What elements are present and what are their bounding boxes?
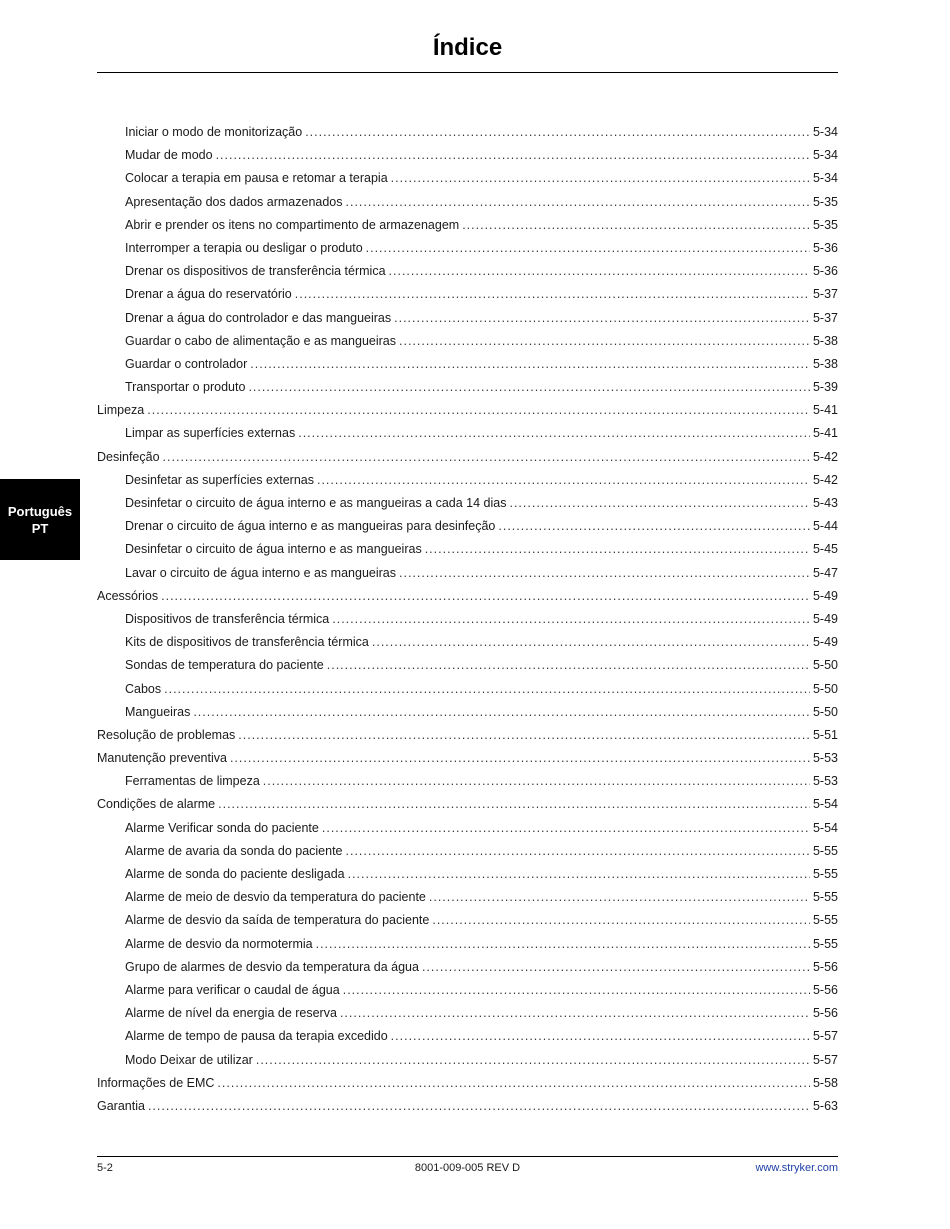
toc-page-number: 5-55: [812, 867, 838, 881]
toc-entry-title: Drenar a água do controlador e das mangueiras: [125, 310, 392, 325]
toc-entry[interactable]: [97, 446, 838, 469]
toc-entry-title: Desinfetar o circuito de água interno e as mangueiras: [125, 542, 422, 557]
toc-entry[interactable]: [97, 747, 838, 770]
toc-page-number: 5-42: [812, 472, 838, 487]
toc-dot-leader: [498, 515, 810, 538]
toc-page-number: 5-47: [812, 565, 838, 580]
header-divider: [97, 72, 838, 73]
toc-subentry[interactable]: [97, 144, 838, 167]
toc-dot-leader: [348, 863, 810, 886]
toc-page-number: 5-50: [812, 658, 838, 673]
toc-subentry[interactable]: [97, 1049, 838, 1072]
toc-page-number: 5-56: [812, 1006, 838, 1021]
toc-page-number: 5-34: [812, 171, 838, 186]
footer-divider: [97, 1156, 838, 1157]
page-title: Índice: [432, 34, 503, 61]
toc-page-number: 5-55: [812, 890, 838, 905]
toc-page-number: 5-45: [812, 542, 838, 557]
toc-entry-title: Alarme de tempo de pausa da terapia excedido: [125, 1029, 388, 1044]
toc-subentry[interactable]: [97, 979, 838, 1002]
toc-dot-leader: [216, 144, 810, 167]
toc-dot-leader: [372, 631, 810, 654]
toc-subentry[interactable]: [97, 840, 838, 863]
toc-dot-leader: [432, 909, 810, 932]
toc-page-number: 5-43: [812, 496, 838, 510]
toc-page-number: 5-50: [812, 704, 838, 719]
toc-entry[interactable]: [97, 724, 838, 747]
toc-entry-title: Ferramentas de limpeza: [125, 774, 260, 789]
toc-entry-title: Drenar os dispositivos de transferência térmica: [125, 264, 386, 279]
toc-page-number: 5-41: [812, 426, 838, 441]
toc-page-number: 5-41: [812, 403, 838, 418]
toc-dot-leader: [295, 283, 810, 306]
toc-entry-title: Alarme de nível da energia de reserva: [125, 1006, 337, 1021]
toc-page-number: 5-53: [812, 751, 838, 766]
toc-subentry[interactable]: [97, 260, 838, 283]
footer-document-id: 8001-009-005 REV D: [414, 1162, 521, 1174]
toc-entry-title: Mangueiras: [125, 704, 191, 719]
toc-entry-title: Kits de dispositivos de transferência térmica: [125, 635, 369, 650]
toc-dot-leader: [389, 260, 810, 283]
toc-dot-leader: [218, 793, 810, 816]
toc-page-number: 5-49: [812, 611, 838, 626]
toc-dot-leader: [399, 330, 810, 353]
toc-entry[interactable]: [97, 1072, 838, 1095]
toc-subentry[interactable]: [97, 353, 838, 376]
toc-entry-title: Colocar a terapia em pausa e retomar a terapia: [125, 171, 388, 186]
toc-entry-title: Desinfeção: [97, 449, 160, 464]
toc-subentry[interactable]: [97, 886, 838, 909]
toc-dot-leader: [346, 191, 810, 214]
toc-subentry[interactable]: [97, 678, 838, 701]
toc-subentry[interactable]: [97, 492, 838, 515]
toc-subentry[interactable]: [97, 817, 838, 840]
toc-page-number: 5-39: [812, 380, 838, 395]
toc-page-number: 5-56: [812, 959, 838, 974]
toc-entry-title: Iniciar o modo de monitorização: [125, 125, 303, 139]
toc-dot-leader: [322, 817, 810, 840]
toc-subentry[interactable]: [97, 654, 838, 677]
toc-dot-leader: [509, 492, 809, 515]
toc-dot-leader: [340, 1002, 810, 1025]
toc-dot-leader: [429, 886, 810, 909]
toc-page-number: 5-55: [812, 936, 838, 951]
toc-page-number: 5-36: [812, 264, 838, 279]
toc-entry[interactable]: [97, 399, 838, 422]
toc-dot-leader: [394, 307, 810, 330]
toc-dot-leader: [163, 446, 810, 469]
toc-entry-title: Alarme para verificar o caudal de água: [125, 982, 340, 997]
toc-dot-leader: [193, 701, 810, 724]
toc-subentry[interactable]: [97, 933, 838, 956]
toc-dot-leader: [147, 399, 810, 422]
toc-page-number: 5-35: [812, 194, 838, 209]
toc-subentry[interactable]: [97, 538, 838, 561]
language-tab-label: Português: [7, 503, 73, 519]
toc-entry-title: Lavar o circuito de água interno e as mangueiras: [125, 565, 396, 580]
toc-entry-title: Dispositivos de transferência térmica: [125, 611, 330, 626]
toc-entry-title: Resolução de problemas: [97, 727, 236, 742]
toc-page-number: 5-42: [812, 449, 838, 464]
toc-page-number: 5-58: [812, 1075, 838, 1090]
toc-page-number: 5-38: [812, 356, 838, 371]
toc-subentry[interactable]: [97, 307, 838, 330]
toc-page-number: 5-36: [812, 240, 838, 255]
toc-entry-title: Condições de alarme: [97, 797, 216, 812]
toc-entry-title: Informações de EMC: [97, 1075, 215, 1090]
toc-dot-leader: [248, 376, 810, 399]
toc-dot-leader: [298, 422, 810, 445]
language-tab-code: PT: [31, 520, 49, 536]
toc-dot-leader: [256, 1049, 810, 1072]
toc-entry[interactable]: [97, 1095, 838, 1118]
toc-dot-leader: [343, 979, 810, 1002]
toc-entry-title: Drenar o circuito de água interno e as mangueiras para desinfeção: [125, 519, 496, 534]
toc-entry-title: Apresentação dos dados armazenados: [125, 194, 343, 209]
toc-subentry[interactable]: [97, 909, 838, 932]
toc-dot-leader: [230, 747, 810, 770]
table-of-contents: [97, 121, 838, 1118]
toc-page-number: 5-51: [812, 727, 838, 742]
toc-entry-title: Desinfetar as superfícies externas: [125, 472, 314, 487]
toc-entry-title: Desinfetar o circuito de água interno e as mangueiras a cada 14 dias: [125, 496, 507, 510]
toc-dot-leader: [422, 956, 810, 979]
toc-subentry[interactable]: [97, 631, 838, 654]
toc-entry-title: Transportar o produto: [125, 380, 246, 395]
toc-dot-leader: [462, 214, 810, 237]
toc-dot-leader: [250, 353, 810, 376]
toc-entry-title: Limpar as superfícies externas: [125, 426, 296, 441]
toc-entry-title: Acessórios: [97, 588, 159, 603]
toc-dot-leader: [263, 770, 810, 793]
toc-dot-leader: [164, 678, 810, 701]
toc-subentry[interactable]: [97, 770, 838, 793]
toc-page-number: 5-44: [812, 519, 838, 534]
toc-page-number: 5-56: [812, 982, 838, 997]
toc-dot-leader: [161, 585, 810, 608]
toc-dot-leader: [305, 121, 810, 144]
toc-page-number: 5-53: [812, 774, 838, 789]
toc-page-number: 5-49: [812, 588, 838, 603]
footer-website-link[interactable]: www.stryker.com: [755, 1162, 838, 1174]
toc-subentry[interactable]: [97, 376, 838, 399]
toc-entry-title: Grupo de alarmes de desvio da temperatura da água: [125, 959, 419, 974]
toc-entry-title: Interromper a terapia ou desligar o produto: [125, 240, 363, 255]
toc-page-number: 5-55: [812, 843, 838, 858]
toc-page-number: 5-57: [812, 1029, 838, 1044]
toc-entry-title: Manutenção preventiva: [97, 751, 227, 766]
toc-page-number: 5-55: [812, 913, 838, 928]
toc-entry-title: Alarme de desvio da saída de temperatura do paciente: [125, 913, 430, 928]
toc-entry-title: Alarme de meio de desvio da temperatura do paciente: [125, 890, 426, 905]
toc-entry-title: Abrir e prender os itens no compartimento de armazenagem: [125, 217, 460, 232]
toc-page-number: 5-63: [812, 1098, 838, 1113]
toc-page-number: 5-34: [812, 148, 838, 163]
toc-entry-title: Modo Deixar de utilizar: [125, 1052, 253, 1067]
toc-dot-leader: [332, 608, 810, 631]
toc-entry-title: Guardar o controlador: [125, 356, 248, 371]
toc-subentry[interactable]: [97, 167, 838, 190]
toc-subentry[interactable]: [97, 1025, 838, 1048]
toc-entry-title: Limpeza: [97, 403, 145, 418]
footer-page-number: 5-2: [97, 1162, 113, 1174]
toc-page-number: 5-34: [812, 125, 838, 139]
toc-subentry[interactable]: [97, 330, 838, 353]
toc-subentry[interactable]: [97, 863, 838, 886]
toc-entry[interactable]: [97, 585, 838, 608]
toc-page-number: 5-35: [812, 217, 838, 232]
toc-subentry[interactable]: [97, 237, 838, 260]
toc-dot-leader: [148, 1095, 810, 1118]
toc-dot-leader: [346, 840, 810, 863]
toc-dot-leader: [317, 469, 810, 492]
toc-page-number: 5-49: [812, 635, 838, 650]
toc-dot-leader: [425, 538, 810, 561]
toc-dot-leader: [217, 1072, 810, 1095]
toc-subentry[interactable]: [97, 121, 838, 144]
toc-page-number: 5-57: [812, 1052, 838, 1067]
toc-subentry[interactable]: [97, 562, 838, 585]
toc-entry-title: Alarme de sonda do paciente desligada: [125, 867, 345, 881]
toc-entry-title: Cabos: [125, 681, 162, 696]
toc-subentry[interactable]: [97, 214, 838, 237]
toc-subentry[interactable]: [97, 283, 838, 306]
toc-subentry[interactable]: [97, 191, 838, 214]
toc-entry-title: Drenar a água do reservatório: [125, 287, 292, 302]
toc-dot-leader: [327, 654, 810, 677]
toc-entry-title: Alarme de desvio da normotermia: [125, 936, 313, 951]
toc-subentry[interactable]: [97, 1002, 838, 1025]
toc-entry-title: Garantia: [97, 1098, 145, 1113]
toc-entry[interactable]: [97, 793, 838, 816]
toc-entry-title: Alarme Verificar sonda do paciente: [125, 820, 319, 835]
toc-subentry[interactable]: [97, 608, 838, 631]
toc-page-number: 5-37: [812, 310, 838, 325]
toc-dot-leader: [366, 237, 810, 260]
toc-entry-title: Mudar de modo: [125, 148, 213, 163]
toc-entry-title: Alarme de avaria da sonda do paciente: [125, 843, 343, 858]
toc-dot-leader: [391, 1025, 810, 1048]
toc-dot-leader: [316, 933, 810, 956]
toc-page-number: 5-38: [812, 333, 838, 348]
toc-subentry[interactable]: [97, 956, 838, 979]
toc-subentry[interactable]: [97, 701, 838, 724]
toc-subentry[interactable]: [97, 422, 838, 445]
toc-page-number: 5-54: [812, 797, 838, 812]
toc-entry-title: Guardar o cabo de alimentação e as mangueiras: [125, 333, 396, 348]
toc-dot-leader: [399, 562, 810, 585]
toc-entry-title: Sondas de temperatura do paciente: [125, 658, 324, 673]
language-tab: [0, 479, 80, 560]
toc-dot-leader: [238, 724, 810, 747]
toc-dot-leader: [391, 167, 810, 190]
toc-page-number: 5-37: [812, 287, 838, 302]
toc-subentry[interactable]: [97, 469, 838, 492]
toc-page-number: 5-50: [812, 681, 838, 696]
toc-page-number: 5-54: [812, 820, 838, 835]
toc-subentry[interactable]: [97, 515, 838, 538]
